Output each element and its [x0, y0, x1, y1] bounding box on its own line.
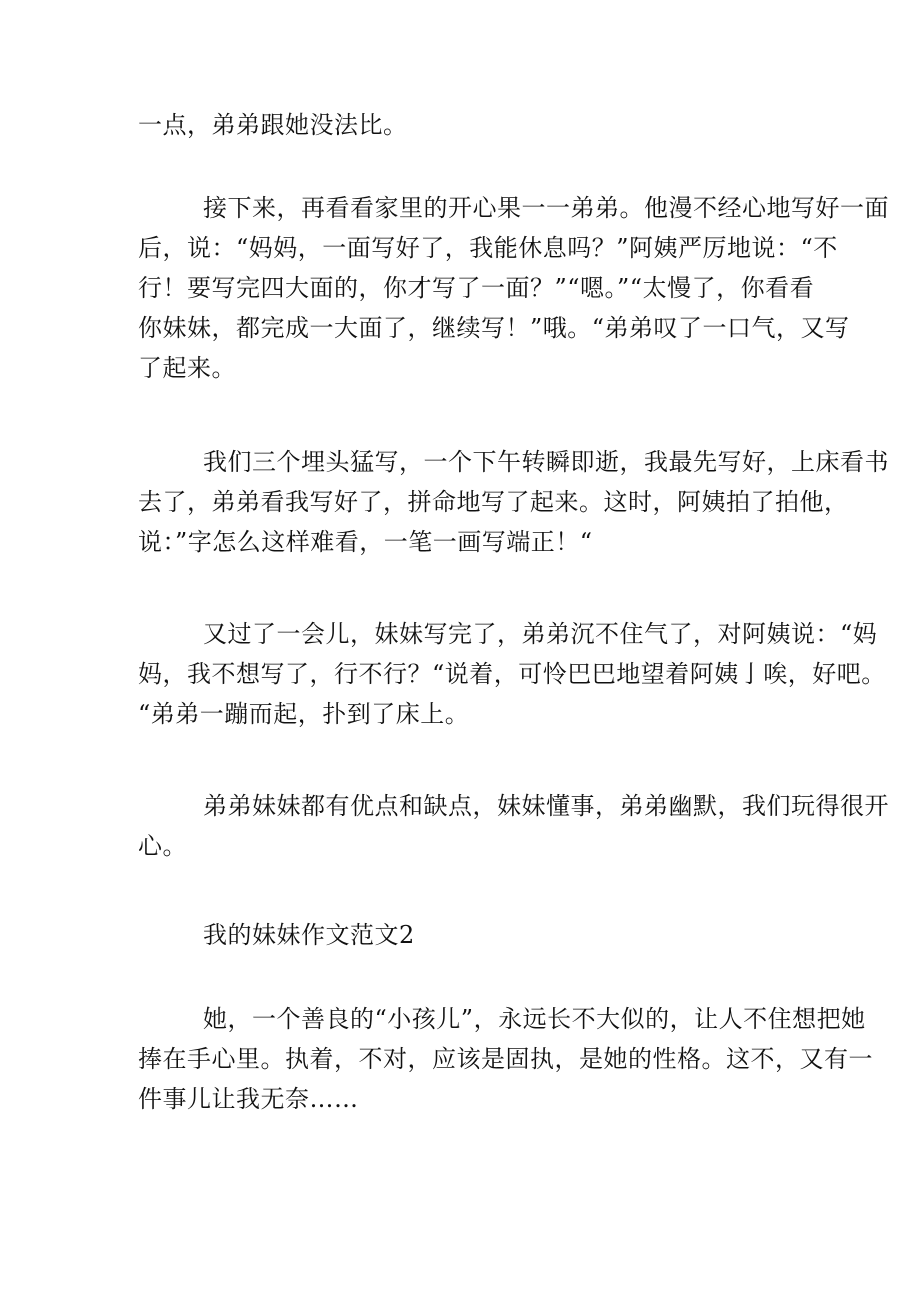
paragraph-6 — [138, 999, 873, 1119]
text-line: 件事儿让我无奈…… — [138, 1085, 359, 1113]
text-line: 又过了一会儿，妹妹写完了，弟弟沉不住气了，对阿姨说：“妈 — [138, 620, 878, 648]
text-line: 心。 — [138, 832, 187, 860]
text-line: 捧在手心里。执着，不对，应该是固执，是她的性格。这不，又有一 — [138, 1045, 873, 1073]
text-line: 我们三个埋头猛写，一个下午转瞬即逝，我最先写好，上床看书 — [138, 448, 890, 476]
text-line: 弟弟妹妹都有优点和缺点，妹妹懂事，弟弟幽默，我们玩得很开 — [138, 792, 890, 820]
paragraph-4 — [138, 614, 886, 734]
text-line: 行！要写完四大面的，你才写了一面？”“嗯。”“太慢了，你看看 — [138, 274, 815, 302]
text-line: “弟弟一蹦而起，扑到了床上。 — [138, 700, 470, 728]
heading-text: 我的妹妹作文范文2 — [138, 921, 415, 949]
text-line: 去了，弟弟看我写好了，拼命地写了起来。这时，阿姨拍了拍他， — [138, 488, 849, 516]
text-line: 了起来。 — [138, 354, 236, 382]
text-line: 一点，弟弟跟她没法比。 — [138, 111, 408, 139]
paragraph-5 — [138, 786, 890, 866]
text-line: 说：”字怎么这样难看，一笔一画写端正！“ — [138, 528, 593, 556]
text-line: 后，说：“妈妈，一面写好了，我能休息吗？”阿姨严厉地说：“不 — [138, 234, 838, 262]
text-line: 她，一个善良的“小孩儿”，永远长不大似的，让人不住想把她 — [138, 1005, 866, 1033]
paragraph-2 — [138, 188, 890, 388]
paragraph-1 — [138, 105, 786, 145]
text-line: 妈，我不想写了，行不行？“说着，可怜巴巴地望着阿姨亅唉，好吧。 — [138, 660, 886, 688]
section-heading — [138, 915, 786, 955]
text-line: 你妹妹，都完成一大面了，继续写！”哦。“弟弟叹了一口气，又写 — [138, 314, 850, 342]
text-line: 接下来，再看看家里的开心果一一弟弟。他漫不经心地写好一面 — [138, 194, 890, 222]
paragraph-3 — [138, 442, 890, 562]
